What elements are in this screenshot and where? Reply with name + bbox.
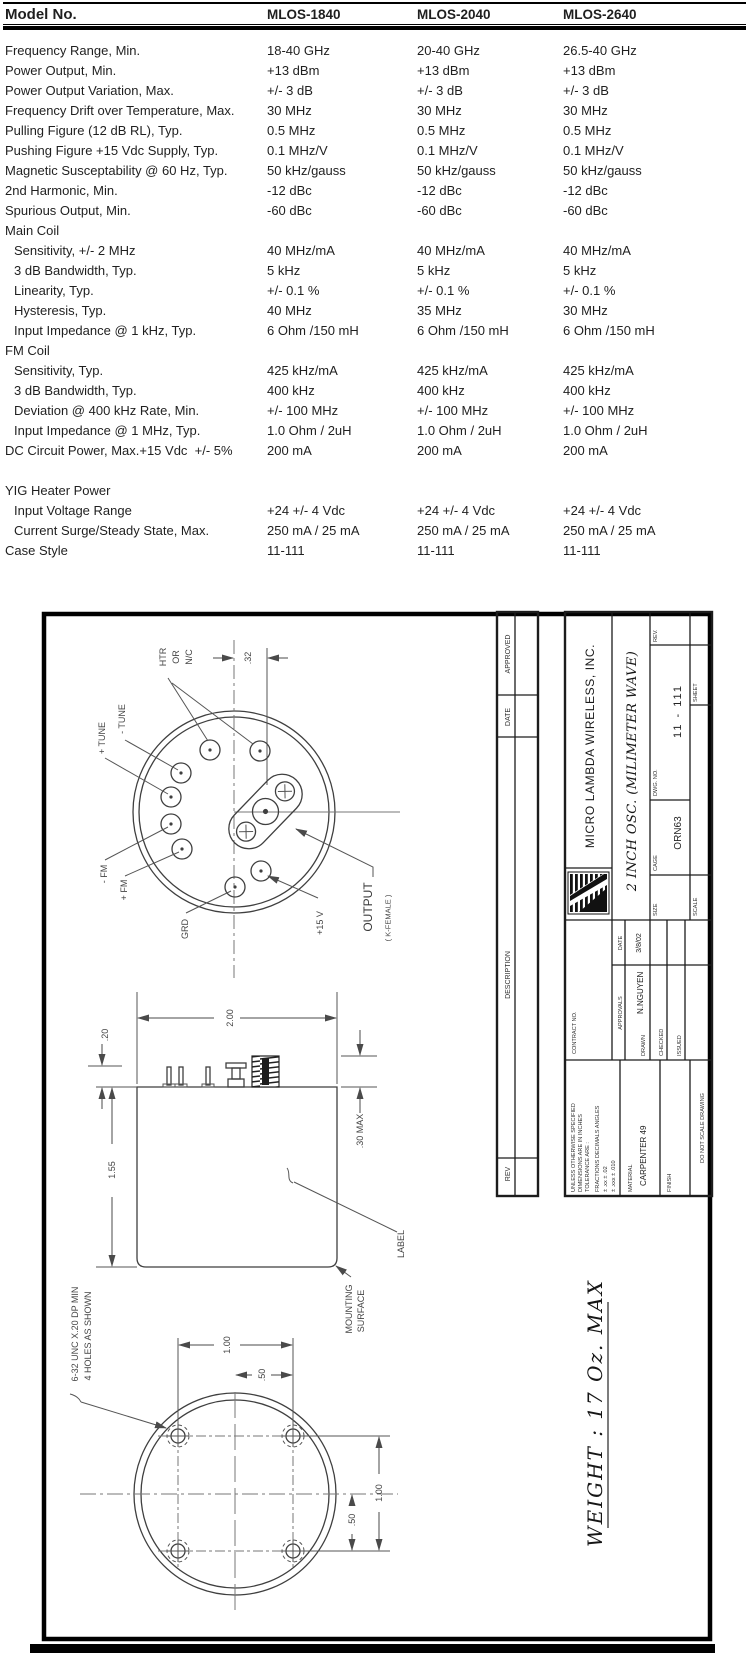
spec-value-2: +24 +/- 4 Vdc	[417, 503, 496, 518]
side-view-pins	[163, 1056, 279, 1087]
date-col-label: DATE	[505, 707, 512, 727]
issued-label: ISSUED	[677, 1035, 683, 1056]
spec-value-1: 0.5 MHz	[267, 123, 316, 138]
connector-screw	[272, 778, 299, 805]
spec-value-2: +/- 0.1 %	[417, 283, 470, 298]
dim-connector-text: .30 MAX	[355, 1113, 365, 1149]
spec-value-1: 6 Ohm /150 mH	[267, 323, 359, 338]
pin-label-htr: HTR	[158, 647, 168, 667]
dwg-no-label: DWG. NO.	[653, 769, 659, 796]
drawn-label: DRAWN	[641, 1035, 647, 1056]
dim-width-text: 2.00	[225, 1009, 235, 1027]
side-view	[88, 992, 406, 1334]
no-scale-note: DO NOT SCALE DRAWING	[700, 1093, 706, 1163]
spec-value-3: 200 mA	[563, 443, 608, 458]
spec-value-3: 6 Ohm /150 mH	[563, 323, 655, 338]
spec-value-3: 400 kHz	[563, 383, 611, 398]
spec-value-3: 11-111	[563, 543, 601, 558]
top-view	[97, 640, 400, 978]
spec-value-1: 5 kHz	[267, 263, 301, 278]
pin-label-grd: GRD	[180, 919, 190, 939]
spec-value-3: +/- 100 MHz	[563, 403, 635, 418]
spec-param: Case Style	[5, 543, 68, 558]
mounting-text-2: SURFACE	[356, 1289, 366, 1333]
pin-label-fm-neg: - FM	[99, 864, 109, 884]
dim-offset-text: .32	[243, 651, 253, 665]
spec-value-1: 40 MHz	[267, 303, 312, 318]
spec-value-3: 40 MHz/mA	[563, 243, 631, 258]
connector-screw	[233, 818, 260, 845]
drawing-title: 2 INCH OSC. (MILIMETER WAVE)	[625, 650, 640, 892]
scan-edge-bar	[30, 1644, 715, 1653]
spec-value-2: 50 kHz/gauss	[417, 163, 496, 178]
spec-value-2: 5 kHz	[417, 263, 451, 278]
spec-value-1: +13 dBm	[267, 63, 320, 78]
spec-value-2: 200 mA	[417, 443, 462, 458]
pin-label-nc: N/C	[184, 649, 194, 665]
spec-value-3: 5 kHz	[563, 263, 597, 278]
spec-value-2: +/- 3 dB	[417, 83, 463, 98]
spec-value-1: 200 mA	[267, 443, 312, 458]
spec-param: Input Impedance @ 1 MHz, Typ.	[14, 423, 201, 438]
spec-value-3: 30 MHz	[563, 303, 608, 318]
spec-value-1: 40 MHz/mA	[267, 243, 335, 258]
spec-value-3: 26.5-40 GHz	[563, 43, 637, 58]
spec-value-1: +/- 0.1 %	[267, 283, 320, 298]
sheet-label: SHEET	[693, 683, 699, 702]
model-column-1: MLOS-1840	[267, 6, 341, 22]
revision-table	[497, 612, 538, 1196]
spec-param: YIG Heater Power	[5, 483, 111, 498]
mounting-surface-callout	[336, 1266, 366, 1334]
fm-terminal	[226, 1063, 246, 1087]
spec-value-3: 1.0 Ohm / 2uH	[563, 423, 648, 438]
dim-pin-height	[100, 1029, 110, 1109]
pin-label-tune-pos: + TUNE	[97, 721, 107, 755]
tolerance-row-1: ± .xx ± .02	[603, 1166, 609, 1192]
spec-value-1: +/- 3 dB	[267, 83, 313, 98]
material-cell	[628, 1125, 648, 1192]
spec-param: Main Coil	[5, 223, 60, 238]
spec-value-1: 0.1 MHz/V	[267, 143, 328, 158]
cage-label: CAGE	[653, 855, 659, 871]
spec-value-2: 35 MHz	[417, 303, 462, 318]
spec-value-1: 50 kHz/gauss	[267, 163, 346, 178]
spec-param: Pushing Figure +15 Vdc Supply, Typ.	[5, 143, 219, 158]
dim-pin-text: .20	[100, 1028, 110, 1042]
dim-half-top-text: .50	[257, 1368, 267, 1382]
title-block	[565, 612, 712, 1196]
dim-connector-offset	[213, 648, 288, 785]
spec-value-3: 0.5 MHz	[563, 123, 612, 138]
spec-value-1: 30 MHz	[267, 103, 312, 118]
model-column-2: MLOS-2040	[417, 6, 491, 22]
mounting-text-1: MOUNTING	[344, 1284, 354, 1334]
tolerance-block	[571, 1103, 617, 1192]
spec-param: Magnetic Susceptability @ 60 Hz, Typ.	[5, 163, 228, 178]
spec-value-1: 425 kHz/mA	[267, 363, 338, 378]
spec-param: FM Coil	[5, 343, 50, 358]
spec-value-1: -12 dBc	[267, 183, 312, 198]
spec-value-2: +/- 100 MHz	[417, 403, 489, 418]
spec-param: Sensitivity, Typ.	[14, 363, 104, 378]
spec-value-3: +24 +/- 4 Vdc	[563, 503, 642, 518]
spec-param: Hysteresis, Typ.	[14, 303, 107, 318]
tolerance-line-3: TOLERANCE ARE :	[585, 1142, 591, 1192]
spec-value-3: -12 dBc	[563, 183, 608, 198]
checked-label: CHECKED	[659, 1028, 665, 1056]
spec-value-1: 400 kHz	[267, 383, 315, 398]
approved-col-label: APPROVED	[505, 634, 512, 674]
spec-value-3: 30 MHz	[563, 103, 608, 118]
pin-label-supply: +15 V	[315, 911, 325, 935]
spec-param: Frequency Drift over Temperature, Max.	[5, 103, 235, 118]
tolerance-line-2: DIMENSIONS ARE IN INCHES	[578, 1113, 584, 1192]
spec-value-2: -12 dBc	[417, 183, 462, 198]
spec-value-2: 0.1 MHz/V	[417, 143, 478, 158]
spec-param: 2nd Harmonic, Min.	[5, 183, 118, 198]
size-label: SIZE	[653, 903, 659, 916]
spec-param: Power Output, Min.	[5, 63, 117, 78]
tolerance-row-2: ± .xxx ± .010	[611, 1160, 617, 1192]
spec-value-3: 250 mA / 25 mA	[563, 523, 656, 538]
holes-note-2: 4 HOLES AS SHOWN	[83, 1291, 93, 1381]
spec-value-1: +/- 100 MHz	[267, 403, 339, 418]
spec-value-2: 1.0 Ohm / 2uH	[417, 423, 502, 438]
spec-param: Input Voltage Range	[14, 503, 132, 518]
spec-value-1: 250 mA / 25 mA	[267, 523, 360, 538]
weight-text: WEIGHT : 17 Oz. MAX	[583, 1279, 607, 1547]
dim-span-right-text: 1.00	[374, 1484, 384, 1502]
spec-param: Current Surge/Steady State, Max.	[14, 523, 210, 538]
dim-body-height	[107, 1088, 117, 1266]
spec-value-2: -60 dBc	[417, 203, 462, 218]
spec-value-3: +/- 0.1 %	[563, 283, 616, 298]
drawn-by-value: N.NGUYEN	[636, 971, 645, 1014]
spec-value-2: 250 mA / 25 mA	[417, 523, 510, 538]
spec-param: Input Impedance @ 1 kHz, Typ.	[14, 323, 197, 338]
label-text: LABEL	[396, 1229, 406, 1259]
model-no-label: Model No.	[5, 5, 77, 23]
spec-value-1: 11-111	[267, 543, 305, 558]
spec-param: Pulling Figure (12 dB RL), Typ.	[5, 123, 183, 138]
output-label: OUTPUT	[361, 882, 375, 932]
dim-connector-height	[355, 1030, 365, 1148]
spec-value-2: 0.5 MHz	[417, 123, 466, 138]
tolerance-header: FRACTIONS DECIMALS ANGLES	[595, 1105, 601, 1192]
pin-label-tune-neg: - TUNE	[117, 704, 127, 734]
spec-value-2: 40 MHz/mA	[417, 243, 485, 258]
model-column-3: MLOS-2640	[563, 6, 637, 22]
spec-value-1: 18-40 GHz	[267, 43, 330, 58]
spec-value-2: 425 kHz/mA	[417, 363, 488, 378]
spec-param: Spurious Output, Min.	[5, 203, 131, 218]
company-name: MICRO LAMBDA WIRELESS, INC.	[583, 643, 597, 849]
spec-value-3: 425 kHz/mA	[563, 363, 634, 378]
spec-value-1: -60 dBc	[267, 203, 312, 218]
label-callout	[287, 1168, 406, 1258]
spec-param: DC Circuit Power, Max.+15 Vdc +/- 5%	[5, 443, 233, 458]
company-logo	[568, 872, 609, 914]
spec-param: Frequency Range, Min.	[5, 43, 141, 58]
spec-value-3: -60 dBc	[563, 203, 608, 218]
output-type-label: ( K-FEMALE )	[383, 894, 393, 942]
weight-note	[583, 1279, 608, 1547]
description-col-label: DESCRIPTION	[505, 951, 512, 999]
spec-value-3: 0.1 MHz/V	[563, 143, 624, 158]
spec-param: Linearity, Typ.	[14, 283, 94, 298]
drawn-date-value: 3/8/02	[636, 933, 643, 953]
dim-half-right-text: .50	[347, 1513, 357, 1527]
spec-value-1: +24 +/- 4 Vdc	[267, 503, 346, 518]
spec-value-1: 1.0 Ohm / 2uH	[267, 423, 352, 438]
spec-value-3: 50 kHz/gauss	[563, 163, 642, 178]
finish-label: FINISH	[667, 1173, 673, 1192]
spec-value-3: +13 dBm	[563, 63, 616, 78]
spec-param: 3 dB Bandwidth, Typ.	[14, 383, 137, 398]
contract-label: CONTRACT NO.	[572, 1011, 578, 1054]
tolerance-line-1: UNLESS OTHERWISE SPECIFIED	[571, 1103, 577, 1192]
bottom-view	[70, 1284, 398, 1610]
pin-label-fm-pos: + FM	[119, 879, 129, 901]
material-value: CARPENTER 49	[639, 1125, 648, 1186]
material-label: MATERIAL	[628, 1164, 634, 1192]
approvals-date-label: DATE	[618, 935, 624, 951]
holes-note-1: 6-32 UNC X.20 DP MIN	[70, 1286, 80, 1382]
spec-value-2: +13 dBm	[417, 63, 470, 78]
spec-param: Sensitivity, +/- 2 MHz	[14, 243, 136, 258]
dwg-no-value: 11 - 111	[672, 684, 684, 738]
spec-value-2: 6 Ohm /150 mH	[417, 323, 509, 338]
dim-span-top-text: 1.00	[222, 1336, 232, 1354]
spec-value-2: 30 MHz	[417, 103, 462, 118]
dim-body-text: 1.55	[107, 1161, 117, 1179]
spec-param: Deviation @ 400 kHz Rate, Min.	[14, 403, 200, 418]
spec-value-2: 11-111	[417, 543, 455, 558]
spec-param: 3 dB Bandwidth, Typ.	[14, 263, 137, 278]
spec-param: Power Output Variation, Max.	[5, 83, 174, 98]
cage-value: ORN63	[673, 816, 684, 850]
scale-label: SCALE	[693, 897, 699, 916]
spec-value-3: +/- 3 dB	[563, 83, 609, 98]
rev-col-label: REV	[505, 1166, 512, 1182]
approvals-label: APPROVALS	[618, 996, 624, 1030]
rev-label: REV.	[653, 629, 659, 642]
holes-note	[70, 1287, 166, 1428]
pin-label-or: OR	[171, 650, 181, 664]
k-connector-side	[252, 1056, 279, 1087]
spec-value-2: 400 kHz	[417, 383, 465, 398]
spec-value-2: 20-40 GHz	[417, 43, 480, 58]
